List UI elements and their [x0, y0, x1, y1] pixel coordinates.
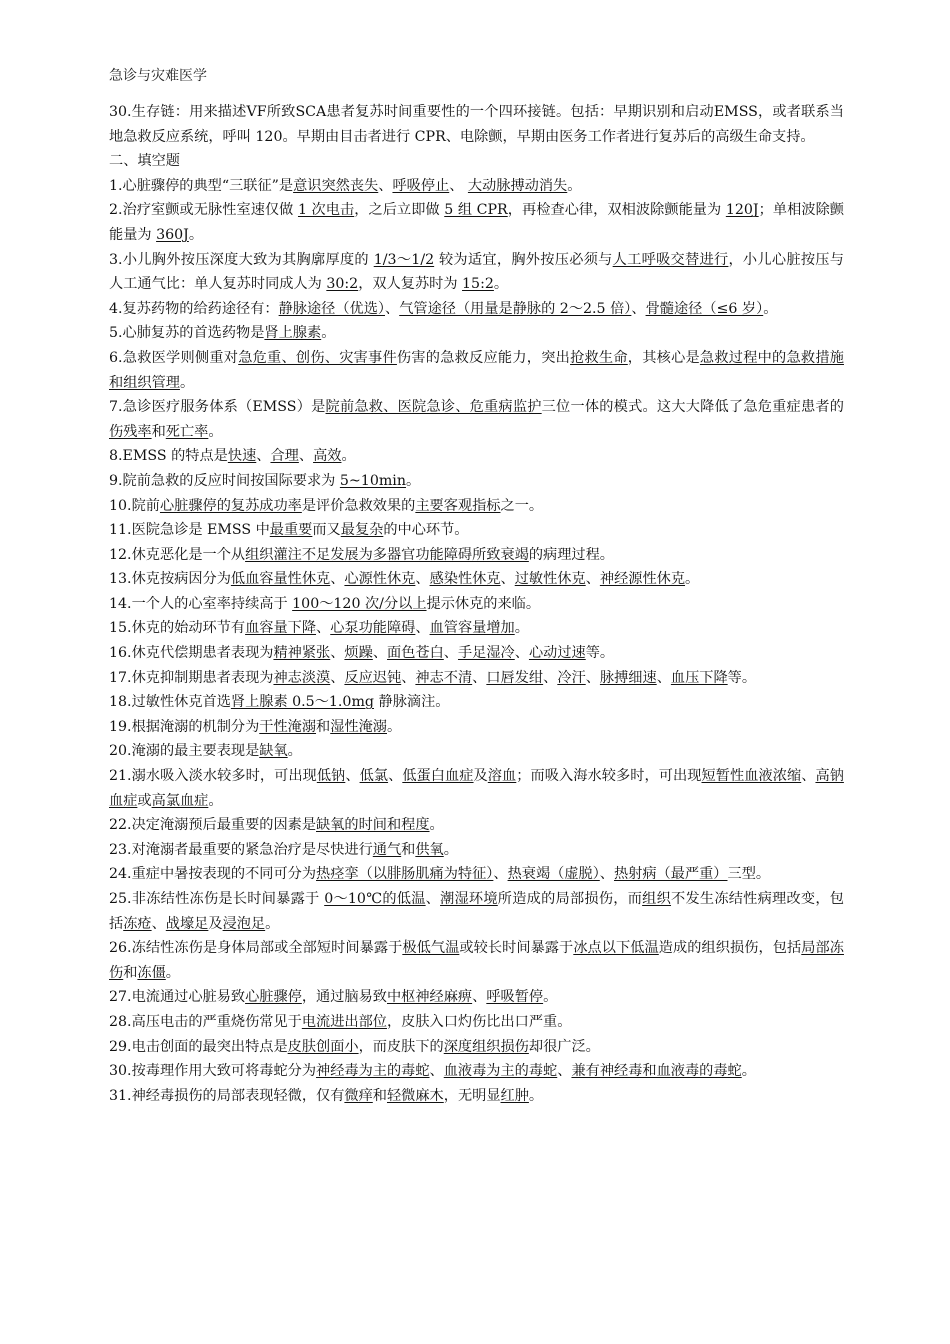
paragraph	[109, 690, 844, 715]
answer-blank: 精神紧张	[273, 645, 331, 662]
text-run: 。	[188, 226, 204, 243]
text-run: 、	[372, 645, 388, 662]
answer-blank: 院前急救、医院急诊、危重病监护	[325, 399, 542, 416]
text-run: 15.休克的始动环节有	[109, 620, 246, 637]
answer-blank: 过敏性休克	[514, 571, 586, 588]
text-run: 是评价急救效果的	[301, 497, 416, 514]
text-run: 三型。	[727, 866, 771, 883]
paragraph	[109, 469, 844, 494]
paragraph	[109, 616, 844, 641]
answer-blank: 急危重、创伤、灾害事件	[238, 349, 397, 366]
text-run: 等。	[727, 669, 757, 686]
text-run: 6.急救医学则侧重对	[109, 349, 239, 366]
text-run: 、	[330, 669, 345, 686]
answer-blank: 心源性休克	[344, 571, 416, 588]
answer-blank: 浸泡足	[222, 915, 266, 932]
answer-blank: 口唇发绀	[486, 669, 544, 686]
answer-blank: 低蛋白血症	[402, 768, 474, 785]
answer-blank: 神志淡漠	[273, 669, 331, 686]
text-run: 、	[493, 866, 508, 883]
answer-blank: 神志不清	[415, 669, 473, 686]
text-run: 9.院前急救的反应时间按国际要求为	[109, 472, 340, 489]
answer-blank: 低氯	[359, 768, 389, 785]
text-run: 和	[401, 841, 416, 858]
answer-blank: 人工呼吸交替进行	[612, 251, 729, 268]
text-run: 14.一个人的心室率持续高于	[109, 595, 293, 612]
text-run: 18.过敏性休克首选	[109, 694, 231, 711]
text-run: 30.生存链：用来描述VF所致SCA患者复苏时间重要性的一个四环接链。包括：早期识别和启动EMSS，或者联系当地急救反应系统，呼叫 120。早期由目击者进行 CPR、电除颤，早期由医务工作者进行复苏后的高级生命支持。	[109, 104, 844, 145]
text-run: 。	[514, 620, 529, 637]
answer-blank: 极低气温	[402, 940, 460, 957]
answer-blank: 缺氧的时间和程度	[316, 817, 430, 834]
answer-blank: 死亡率	[165, 423, 209, 440]
answer-blank: 战壕足	[165, 915, 209, 932]
answer-blank: 干性淹溺	[259, 718, 317, 735]
answer-blank: 15:2	[462, 276, 494, 293]
text-run: 、	[585, 571, 600, 588]
text-run: 、	[599, 866, 614, 883]
text-run: 。	[528, 1087, 544, 1104]
paragraph	[109, 346, 844, 395]
answer-blank: 低钠	[316, 768, 346, 785]
answer-blank: 血容量下降	[245, 620, 317, 637]
paragraph	[109, 395, 844, 444]
answer-blank: 静脉途径（优选）	[278, 300, 386, 317]
paragraph	[109, 444, 844, 469]
answer-blank: 潮湿环境	[440, 891, 498, 907]
answer-blank: 0～10℃的低温	[324, 891, 426, 907]
answer-blank: 组织灌注不足发展为多器官功能障碍所致衰竭	[245, 546, 529, 563]
text-run: 27.电流通过心脏易致	[109, 989, 246, 1006]
text-run: 、	[557, 1063, 572, 1080]
text-run: 、	[472, 989, 487, 1006]
answer-blank: 5~10min	[339, 472, 406, 489]
answer-blank: 肾上腺素	[264, 325, 322, 342]
answer-blank: 感染性休克	[429, 571, 501, 588]
answer-blank: 溶血	[487, 768, 517, 785]
paragraph	[109, 1059, 844, 1084]
text-run: 。	[741, 1063, 756, 1080]
answer-blank: 心脏骤停	[245, 989, 302, 1006]
text-run: 、	[472, 669, 487, 686]
text-run: 25.非冻结性冻伤是长时间暴露于	[109, 891, 325, 907]
text-run: ，双人复苏时为	[358, 276, 463, 293]
paragraph	[109, 321, 844, 346]
text-run: 、	[298, 448, 314, 465]
paragraph	[109, 739, 844, 764]
answer-blank: 通气	[372, 841, 402, 858]
answer-blank: 神经源性休克	[599, 571, 686, 588]
text-run: 29.电击创面的最突出特点是	[109, 1038, 288, 1055]
paragraph	[109, 862, 844, 887]
answer-blank: 1 次电击	[297, 202, 355, 219]
text-run: 、	[330, 645, 345, 662]
text-run: ，其核心是	[627, 349, 700, 366]
text-run: 、	[256, 448, 271, 465]
answer-blank: 高效	[313, 448, 342, 465]
section-heading	[109, 149, 844, 174]
answer-blank: 反应迟钝	[344, 669, 402, 686]
text-run: 、	[415, 620, 430, 637]
answer-blank: 皮肤创面小	[287, 1038, 359, 1055]
answer-blank: 120J	[725, 202, 759, 219]
answer-blank: 局部冻伤	[109, 940, 844, 981]
text-run: 、	[151, 915, 166, 932]
answer-blank: 360J	[156, 226, 189, 243]
answer-blank: 深度组织损伤	[443, 1038, 529, 1055]
text-run: 。	[165, 964, 180, 981]
answer-blank: 供氧	[415, 841, 444, 858]
text-run: 、	[656, 669, 671, 686]
text-run: 19.根据淹溺的机制分为	[109, 718, 260, 735]
text-run: 。	[429, 817, 444, 834]
text-run: 23.对淹溺者最重要的紧急治疗是尽快进行	[109, 841, 373, 858]
answer-blank: 心动过速	[528, 645, 586, 662]
paragraph	[109, 641, 844, 666]
text-run: 和	[123, 964, 138, 981]
paragraph	[109, 248, 844, 297]
text-run: 5.心肺复苏的首选药物是	[109, 325, 265, 342]
paragraph	[109, 100, 844, 149]
text-run: 的中心环节。	[383, 522, 469, 539]
answer-blank: 意识突然丧失	[293, 177, 379, 194]
answer-blank: 冷汗	[557, 669, 586, 686]
answer-blank: 烦躁	[344, 645, 373, 662]
text-run: 提示休克的来临。	[426, 595, 541, 612]
text-run: 20.淹溺的最主要表现是	[109, 743, 260, 760]
paragraph	[109, 887, 844, 936]
text-run: 。	[287, 743, 302, 760]
page-header: 急诊与灾难医学	[109, 68, 207, 84]
paragraph	[109, 518, 844, 543]
answer-blank: 神经毒为主的毒蛇	[316, 1063, 430, 1080]
answer-blank: 大动脉搏动消失	[467, 177, 568, 194]
text-run: ；而吸入海水较多时，可出现	[516, 768, 702, 785]
text-run: 3.小儿胸外按压深度大致为其胸廓厚度的	[109, 251, 374, 268]
text-run: 24.重症中暑按表现的不同可分为	[109, 866, 317, 883]
answer-blank: 中枢神经麻痹	[386, 989, 473, 1006]
answer-blank: 高钠血症	[109, 768, 844, 809]
text-run: 2.治疗室颤或无脉性室速仅做	[109, 202, 298, 219]
text-run: 、	[585, 669, 600, 686]
answer-blank: 5 组 CPR	[444, 202, 508, 219]
text-run: 。	[493, 276, 509, 293]
answer-blank: 热衰竭（虚脱）	[507, 866, 600, 883]
text-run: 三位一体的模式。这大大降低了急危重症患者的	[541, 399, 844, 416]
text-run: 和	[372, 1087, 387, 1104]
text-run: 。	[443, 841, 458, 858]
text-run: 及	[473, 768, 488, 785]
answer-blank: 湿性淹溺	[330, 718, 387, 735]
answer-blank: 呼吸暂停	[486, 989, 544, 1006]
text-run: 、	[514, 645, 529, 662]
text-run: 不发生冻结性病理改变，包括	[109, 891, 844, 932]
answer-blank: 脉搏细速	[599, 669, 657, 686]
text-run: 。	[208, 792, 223, 809]
text-run: 、	[500, 571, 515, 588]
answer-blank: 快速	[227, 448, 257, 465]
answer-blank: 100～120 次/分以上	[292, 595, 427, 612]
paragraph	[109, 764, 844, 813]
paragraph	[109, 985, 844, 1010]
text-run: 较为适宜，胸外按压必须与	[434, 251, 613, 268]
text-run: 31.神经毒损伤的局部表现轻微，仅有	[109, 1087, 345, 1104]
paragraph	[109, 543, 844, 568]
text-run: ，之后立即做	[354, 202, 445, 219]
answer-blank: 伤残率	[109, 423, 152, 440]
answer-blank: 冻僵	[137, 964, 166, 981]
paragraph	[109, 936, 844, 985]
text-run: ，无明显	[443, 1087, 501, 1104]
text-run: 等。	[585, 645, 615, 662]
paragraph	[109, 297, 844, 322]
answer-blank: 缺氧	[259, 743, 288, 760]
answer-blank: 30:2	[326, 276, 359, 293]
text-run: 却很广泛。	[528, 1038, 600, 1055]
answer-blank: 1/3～1/2	[373, 251, 435, 268]
text-run: 或	[137, 792, 152, 809]
text-run: 的病理过程。	[528, 546, 614, 563]
text-run: 、	[345, 768, 360, 785]
paragraph	[109, 198, 844, 247]
answer-blank: 心泵功能障碍	[330, 620, 416, 637]
answer-blank: 低血容量性休克	[230, 571, 331, 588]
paragraph	[109, 494, 844, 519]
paragraph	[109, 592, 844, 617]
text-run: 、	[415, 571, 430, 588]
text-run: 、	[631, 300, 646, 317]
text-run: ，通过脑易致	[301, 989, 387, 1006]
text-run: 所造成的局部损伤，而	[497, 891, 643, 907]
text-run: 而又	[312, 522, 341, 539]
paragraph	[109, 715, 844, 740]
text-run: 和	[151, 423, 166, 440]
text-run: 。	[567, 177, 582, 194]
text-run: 11.医院急诊是 EMSS 中	[109, 522, 270, 539]
document-body	[109, 100, 844, 1108]
text-run: 、	[801, 768, 816, 785]
answer-blank: 血压下降	[670, 669, 728, 686]
text-run: 4.复苏药物的给药途径有：	[109, 300, 279, 317]
text-run: 30.按毒理作用大致可将毒蛇分为	[109, 1063, 317, 1080]
text-run: 1.心脏骤停的典型“三联征”是	[109, 177, 294, 194]
text-run: 13.休克按病因分为	[109, 571, 231, 588]
text-run: ，皮肤入口灼伤比出口严重。	[386, 1013, 572, 1030]
answer-blank: 冰点以下低温	[573, 940, 659, 957]
answer-blank: 最重要	[269, 522, 313, 539]
text-run: 7.急诊医疗服务体系（EMSS）是	[109, 399, 326, 416]
text-run: 、	[378, 177, 393, 194]
text-run: 和	[316, 718, 331, 735]
answer-blank: 冻疮	[123, 915, 152, 932]
text-run: 、	[401, 669, 416, 686]
answer-blank: 组织	[642, 891, 672, 907]
answer-blank: 血管容量增加	[429, 620, 515, 637]
text-run: 二、填空题	[109, 153, 180, 170]
answer-blank: 电流进出部位	[301, 1013, 387, 1030]
text-run: ，再检查心律，双相波除颤能量为	[507, 202, 726, 219]
paragraph	[109, 838, 844, 863]
paragraph	[109, 813, 844, 838]
text-run: 。	[341, 448, 356, 465]
text-run: ，小儿心脏按压与人工通气比：单人复苏时同成人为	[109, 251, 844, 293]
answer-blank: 最复杂	[340, 522, 384, 539]
text-run: 静脉滴注。	[374, 694, 450, 711]
answer-blank: 热射病（最严重）	[613, 866, 728, 883]
paragraph	[109, 1084, 844, 1109]
text-run: 。	[265, 915, 280, 932]
answer-blank: 抢救生命	[570, 349, 628, 366]
text-run: 、	[385, 300, 400, 317]
answer-blank: 红肿	[500, 1087, 529, 1104]
answer-blank: 兼有神经毒和血液毒的毒蛇	[571, 1063, 742, 1080]
paragraph	[109, 1035, 844, 1060]
answer-blank: 微痒	[344, 1087, 373, 1104]
text-run: 及	[208, 915, 223, 932]
text-run: 、	[388, 768, 403, 785]
text-run: 12.休克恶化是一个从	[109, 546, 246, 563]
text-run: 26.冻结性冻伤是身体局部或全部短时间暴露于	[109, 940, 403, 957]
text-run: 造成的组织损伤，包括	[658, 940, 802, 957]
text-run: 22.决定淹溺预后最重要的因素是	[109, 817, 317, 834]
text-run: 8.EMSS 的特点是	[109, 448, 228, 465]
text-run: 10.院前	[109, 497, 160, 514]
paragraph	[109, 174, 844, 199]
text-run: 。	[543, 989, 558, 1006]
text-run: 、	[330, 571, 345, 588]
text-run: 。	[321, 325, 336, 342]
text-run: 、	[429, 1063, 444, 1080]
paragraph	[109, 666, 844, 691]
answer-blank: 主要客观指标	[415, 497, 501, 514]
text-run: 28.高压电击的严重烧伤常见于	[109, 1013, 302, 1030]
text-run: 、	[449, 177, 468, 194]
answer-blank: 合理	[270, 448, 299, 465]
answer-blank: 面色苍白	[387, 645, 444, 662]
text-run: 伤害的急救反应能力，突出	[396, 349, 571, 366]
text-run: ，而皮肤下的	[358, 1038, 444, 1055]
answer-blank: 血液毒为主的毒蛇	[443, 1063, 558, 1080]
text-run: ；单相波除颤能量为	[109, 202, 844, 243]
text-run: 16.休克代偿期患者表现为	[109, 645, 274, 662]
text-run: 。	[208, 423, 223, 440]
text-run: 或较长时间暴露于	[459, 940, 574, 957]
text-run: 、	[543, 669, 558, 686]
answer-blank: 高氯血症	[151, 792, 209, 809]
answer-blank: 骨髓途径（≤6 岁）	[645, 300, 764, 317]
answer-blank: 急救过程中的急救措施和组织管理	[109, 349, 844, 391]
text-run: 、	[316, 620, 331, 637]
text-run: 。	[405, 472, 421, 489]
answer-blank: 短暂性血液浓缩	[701, 768, 802, 785]
answer-blank: 心脏骤停的复苏成功率	[159, 497, 302, 514]
paragraph	[109, 1010, 844, 1035]
text-run: 17.休克抑制期患者表现为	[109, 669, 274, 686]
text-run: 。	[685, 571, 700, 588]
text-run: 21.溺水吸入淡水较多时，可出现	[109, 768, 317, 785]
answer-blank: 手足湿冷	[457, 645, 515, 662]
text-run: 。	[179, 374, 195, 391]
text-run: 、	[443, 645, 458, 662]
answer-blank: 热痉挛（以腓肠肌痛为特征）	[316, 866, 494, 883]
answer-blank: 轻微麻木	[386, 1087, 444, 1104]
text-run: 。	[387, 718, 402, 735]
answer-blank: 肾上腺素 0.5～1.0mg	[230, 694, 374, 711]
answer-blank: 气管途径（用量是静脉的 2～2.5 倍）	[399, 300, 632, 317]
paragraph	[109, 567, 844, 592]
text-run: 。	[763, 300, 778, 317]
text-run: 、	[425, 891, 441, 907]
text-run: 之一。	[500, 497, 544, 514]
answer-blank: 呼吸停止	[392, 177, 450, 194]
